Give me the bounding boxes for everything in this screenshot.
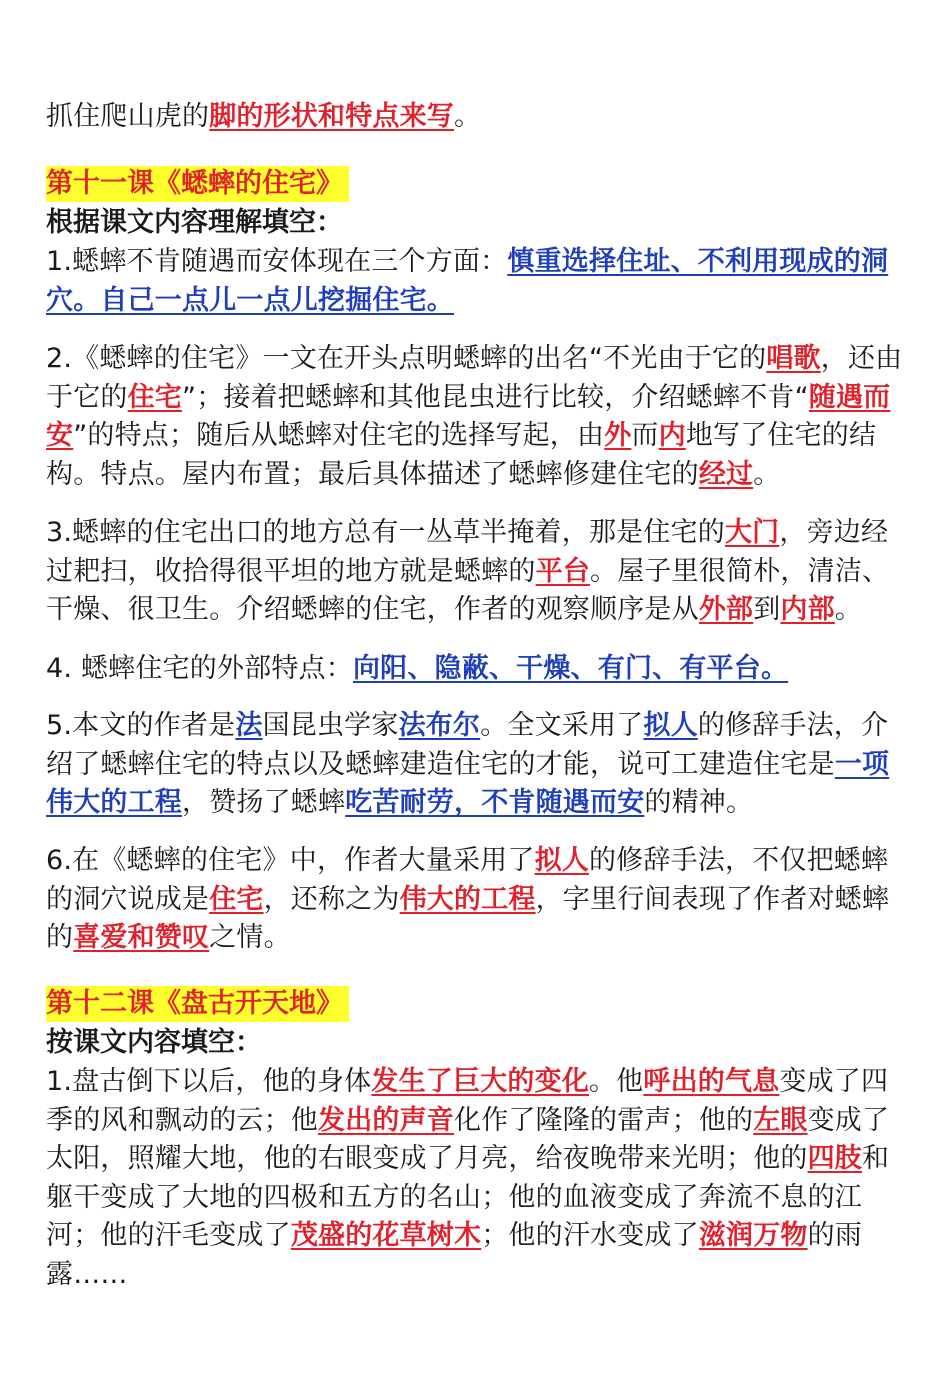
q5-answer-1: 法: [235, 710, 263, 741]
l12-q1-answer-2: 呼出的气息: [643, 1066, 780, 1097]
q3-text-1: 3.蟋蟀的住宅出口的地方总有一丛草半掩着，那是住宅的: [46, 517, 725, 548]
intro-text-end: 。: [454, 101, 482, 132]
intro-paragraph: [46, 98, 908, 137]
q2-answer-5: 内: [658, 420, 686, 451]
l12-q1-answer-4: 左眼: [753, 1104, 808, 1136]
q5-answer-4: 一项伟大的工程: [46, 748, 890, 818]
lesson11-q5: [46, 707, 908, 823]
lesson11-q4: [46, 650, 908, 689]
q6-answer-2: 住宅: [209, 883, 264, 915]
lesson11-q6: [46, 842, 908, 958]
l12-q1-answer-7: 滋润万物: [698, 1220, 808, 1251]
q4-answer: 向阳、隐蔽、干燥、有门、有平台。: [352, 653, 789, 684]
lesson12-heading-wrap: [46, 986, 349, 1022]
q2-text-6: 地写了住宅的结构。特点。屋内布置；最后具体描述了蟋蟀修建住宅的: [46, 420, 877, 490]
lesson12-instruction: 按课文内容填空：: [46, 1027, 262, 1058]
q5-text-6: 的精神。: [644, 787, 754, 818]
q2-text-3: ”；接着把蟋蟀和其他昆虫进行比较，介绍蟋蟀不肯“: [182, 381, 809, 413]
q5-text-3: 。全文采用了: [480, 710, 644, 741]
l12-q1-text-4: 化作了隆隆的雷声；他的: [454, 1104, 754, 1136]
q6-text-5: 之情。: [209, 922, 291, 953]
q2-answer-6: 经过: [698, 458, 754, 490]
l12-q1-text-8: 的雨露……: [46, 1220, 863, 1290]
q2-text-2: ，还由于它的: [46, 343, 903, 413]
q3-text-3: 。屋子里很简朴，清洁、干燥、很卫生。介绍蟋蟀的住宅，作者的观察顺序是从: [46, 555, 890, 625]
l12-q1-answer-5: 四肢: [807, 1143, 863, 1174]
l12-q1-text-7: ；他的汗水变成了: [481, 1220, 699, 1251]
q2-answer-3: 随遇而安: [46, 381, 891, 451]
q3-answer-1: 大门: [724, 517, 780, 548]
q5-text-4: 的修辞手法，介绍了蟋蟀住宅的特点以及蟋蟀建造住宅的才能，说可工建造住宅是: [46, 710, 889, 780]
lesson11-instruction: 根据课文内容理解填空：: [46, 207, 343, 238]
q6-text-4: ，字里行间表现了作者对蟋蟀的: [46, 883, 890, 953]
q5-answer-3: 拟人: [643, 710, 698, 741]
intro-answer: 脚的形状和特点来写: [209, 101, 455, 132]
l12-q1-answer-1: 发生了巨大的变化: [371, 1066, 589, 1097]
q6-text-1: 6.在《蟋蟀的住宅》中，作者大量采用了: [46, 845, 535, 876]
l12-q1-text-6: 和躯干变成了大地的四极和五方的名山；他的血液变成了奔流不息的江河；他的汗毛变成了: [46, 1143, 890, 1251]
lesson11-q2: [46, 340, 908, 494]
q2-text-4: ”的特点；随后从蟋蟀对住宅的选择写起，由: [73, 420, 605, 451]
q5-text-2: 国昆虫学家: [262, 710, 399, 741]
q5-answer-5: 吃苦耐劳，不肯随遇而安: [345, 787, 645, 818]
q6-answer-3: 伟大的工程: [399, 883, 536, 915]
l12-q1-text-5: 变成了太阳，照耀大地，他的右眼变成了月亮，给夜晚带来光明；他的: [46, 1104, 890, 1174]
intro-text: 抓住爬山虎的: [46, 101, 210, 132]
q3-answer-3: 外部: [698, 594, 754, 625]
q6-answer-4: 喜爱和赞叹: [73, 922, 210, 953]
q5-answer-2: 法布尔: [398, 710, 481, 741]
l12-q1-text-3: 变成了四季的风和飘动的云；他: [46, 1066, 889, 1136]
q3-answer-2: 平台: [535, 555, 591, 587]
q3-text-5: 。: [834, 594, 863, 625]
q3-answer-4: 内部: [780, 594, 835, 625]
q4-text: 4. 蟋蟀住宅的外部特点：: [46, 653, 353, 684]
lesson12-q1: [46, 1063, 908, 1294]
lesson12-title: 第十二课《盘古开天地》: [46, 986, 349, 1022]
q2-text-7: 。: [753, 458, 781, 490]
q1-answer: 慎重选择住址、不利用现成的洞穴。自己一点儿一点儿挖掘住宅。: [46, 246, 889, 316]
q2-answer-2: 住宅: [127, 381, 183, 413]
lesson11-q1: [46, 243, 908, 320]
l12-q1-text-2: 。他: [588, 1066, 644, 1097]
q3-text-4: 到: [753, 594, 781, 625]
lesson11-title: 第十一课《蟋蟀的住宅》: [46, 166, 349, 202]
lesson11-q3: [46, 514, 908, 630]
q1-text: 1.蟋蟀不肯随遇而安体现在三个方面：: [46, 246, 508, 277]
q6-answer-1: 拟人: [534, 845, 589, 876]
q5-text-1: 5.本文的作者是: [46, 710, 236, 741]
q2-answer-4: 外: [604, 420, 632, 451]
l12-q1-answer-3: 发出的声音: [318, 1104, 454, 1136]
q3-text-2: ，旁边经过耙扫，收拾得很平坦的地方就是蟋蟀的: [46, 517, 889, 587]
l12-q1-text-1: 1.盘古倒下以后，他的身体: [46, 1066, 372, 1097]
q2-text-1: 2.《蟋蟀的住宅》一文在开头点明蟋蟀的出名“不光由于它的: [46, 343, 767, 374]
q5-text-5: ，赞扬了蟋蟀: [182, 787, 346, 818]
q6-text-2: 的修辞手法，不仅把蟋蟀的洞穴说成是: [46, 845, 889, 915]
l12-q1-answer-6: 茂盛的花草树木: [290, 1220, 482, 1251]
q2-answer-1: 唱歌: [766, 343, 821, 374]
lesson11-heading-wrap: [46, 166, 349, 202]
q6-text-3: ，还称之为: [263, 883, 400, 915]
q2-text-5: 而: [631, 420, 659, 451]
